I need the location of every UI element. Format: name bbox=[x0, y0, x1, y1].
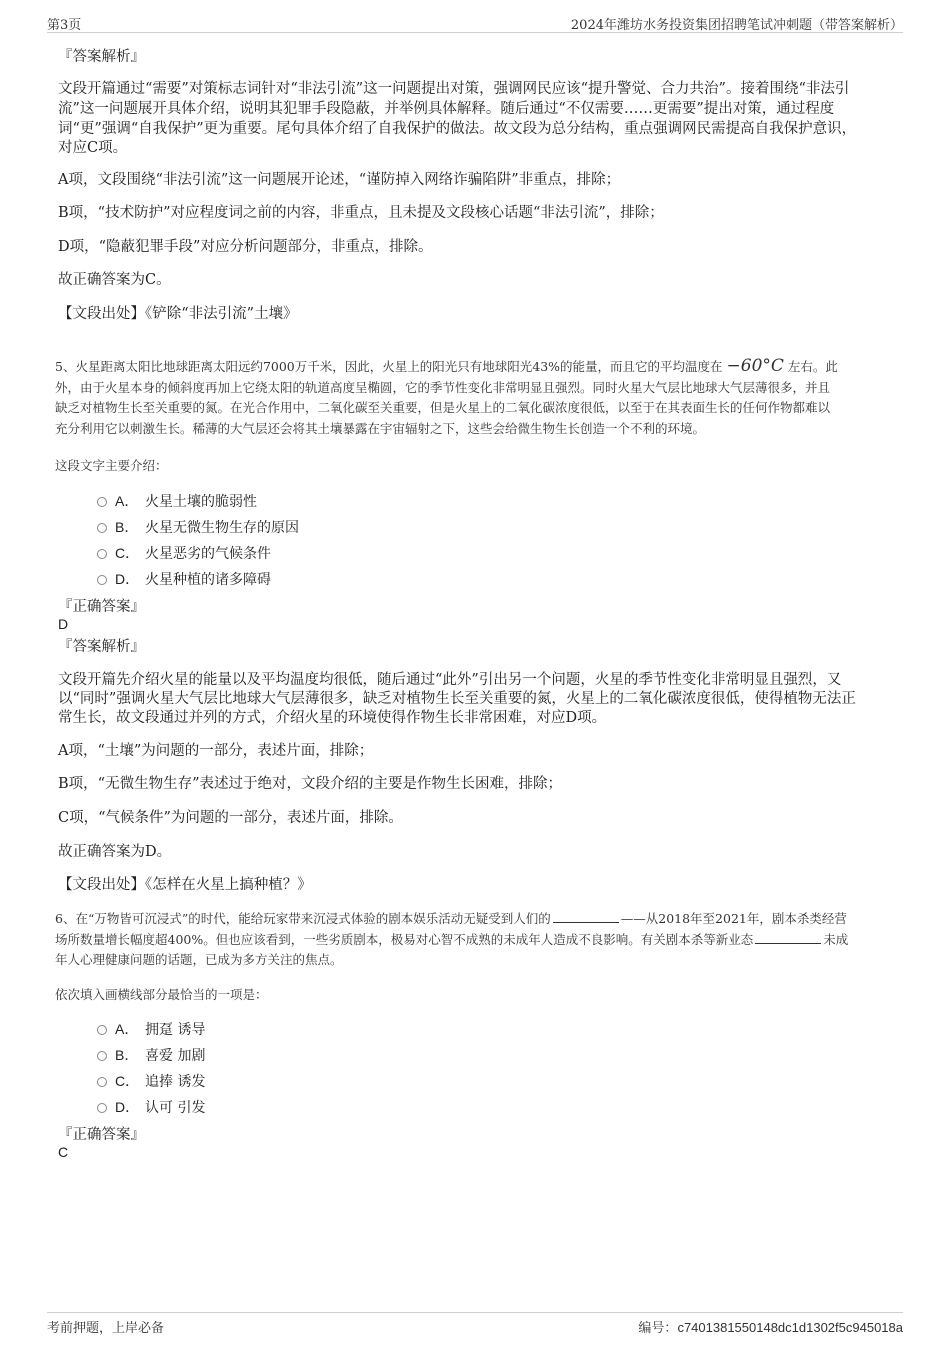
q5-stem-line-2: 外，由于火星本身的倾斜度再加上它绕太阳的轨道高度呈椭圆，它的季节性变化非常明显且强烈。同时火星大气层比地球大气层薄很多，并且 bbox=[55, 379, 831, 395]
fill-blank-2[interactable] bbox=[755, 932, 821, 944]
q4-analysis-label: 『答案解析』 bbox=[58, 49, 145, 65]
q6-stem-line-2-end: 未成 bbox=[823, 931, 849, 947]
q5-source: 【文段出处】《怎样在火星上搞种植？》 bbox=[58, 877, 312, 893]
q5-stem bbox=[55, 356, 905, 439]
q4-conclusion: 故正确答案为C。 bbox=[58, 272, 171, 288]
q4-analysis-line-2: 流”这一问题展开具体介绍，说明其犯罪手段隐蔽，并举例具体解释。随后通过“不仅需要……更需要”提出对策，通过程度 bbox=[58, 101, 835, 117]
q6-option-b[interactable]: B． 喜爱 加剧 bbox=[97, 1045, 205, 1065]
q4-analysis-line-4: 对应C项。 bbox=[58, 140, 128, 156]
q5-stem-line-4: 充分利用它以刺激生长。稀薄的大气层还会将其土壤暴露在宇宙辐射之下，这些会给微生物生长创造一个不利的环境。 bbox=[55, 420, 706, 436]
q6-answer: C bbox=[58, 1144, 69, 1160]
q6-prompt: 依次填入画横线部分最恰当的一项是： bbox=[55, 987, 268, 1002]
q4-explain-a: A项，文段围绕“非法引流”这一问题展开论述，“谨防掉入网络诈骗陷阱”非重点，排除； bbox=[58, 172, 621, 188]
footer-slogan: 考前押题，上岸必备 bbox=[47, 1321, 165, 1336]
page-number: 第3页 bbox=[47, 18, 82, 33]
fill-blank-1[interactable] bbox=[553, 911, 619, 923]
q5-option-d[interactable]: D． 火星种植的诸多障碍 bbox=[97, 569, 271, 589]
q5-option-a[interactable]: A． 火星土壤的脆弱性 bbox=[97, 491, 257, 511]
q5-prompt: 这段文字主要介绍： bbox=[55, 458, 168, 473]
q5-explain-a: A项，“土壤”为问题的一部分，表述片面，排除； bbox=[58, 743, 374, 759]
q6-stem-line-3: 年人心理健康问题的话题，已成为多方关注的焦点。 bbox=[55, 952, 343, 967]
q5-option-b[interactable]: B． 火星无微生物生存的原因 bbox=[97, 517, 299, 537]
radio-icon[interactable] bbox=[97, 549, 107, 559]
q4-analysis-line-1: 文段开篇通过“需要”对策标志词针对“非法引流”这一问题提出对策，强调网民应该“提升警觉、合力共治”。接着围绕“非法引 bbox=[58, 81, 850, 97]
q5-analysis-line-2: 以“同时”强调火星大气层比地球大气层薄很多，缺乏对植物生长至关重要的氮，火星上的二氧化碳浓度很低，使得植物无法正 bbox=[58, 691, 856, 707]
q5-conclusion: 故正确答案为D。 bbox=[58, 844, 172, 860]
q5-analysis-label: 『答案解析』 bbox=[58, 639, 145, 655]
q5-stem-line-1-end: 左右。此 bbox=[787, 359, 838, 374]
q6-stem bbox=[55, 909, 905, 971]
document-title: 2024年潍坊水务投资集团招聘笔试冲刺题（带答案解析） bbox=[570, 18, 903, 33]
q5-answer: D bbox=[58, 616, 69, 632]
q5-analysis-line-3: 常生长，故文段通过并列的方式，介绍火星的环境使得作物生长非常困难，对应D项。 bbox=[58, 710, 607, 726]
q4-source: 【文段出处】《铲除“非法引流”土壤》 bbox=[58, 306, 298, 322]
q5-option-c[interactable]: C． 火星恶劣的气候条件 bbox=[97, 543, 271, 563]
radio-icon[interactable] bbox=[97, 497, 107, 507]
q6-answer-label: 『正确答案』 bbox=[58, 1127, 145, 1143]
radio-icon[interactable] bbox=[97, 1077, 107, 1087]
q5-stem-line-3: 缺乏对植物生长至关重要的氮。在光合作用中，二氧化碳至关重要，但是火星上的二氧化碳浓度很低，以至于在其表面生长的任何作物都难以 bbox=[55, 400, 831, 415]
q4-explain-b: B项，“技术防护”对应程度词之前的内容，非重点，且未提及文段核心话题“非法引流”，排除； bbox=[58, 205, 664, 221]
q5-explain-b: B项，“无微生物生存”表述过于绝对，文段介绍的主要是作物生长困难，排除； bbox=[58, 776, 562, 792]
temperature-formula: −60°C bbox=[726, 356, 784, 376]
radio-icon[interactable] bbox=[97, 575, 107, 585]
radio-icon[interactable] bbox=[97, 1051, 107, 1061]
q5-answer-label: 『正确答案』 bbox=[58, 599, 145, 615]
radio-icon[interactable] bbox=[97, 1025, 107, 1035]
q6-stem-line-1-end: ——从2018年至2021年，剧本杀类经营 bbox=[620, 911, 847, 926]
q5-stem-line-1: 5、火星距离太阳比地球距离太阳远约7000万千米，因此，火星上的阳光只有地球阳光43%的能量，而且它的平均温度在 bbox=[55, 359, 723, 374]
q6-option-d[interactable]: D． 认可 引发 bbox=[97, 1097, 205, 1117]
page-header bbox=[47, 10, 903, 33]
q4-explain-d: D项，“隐蔽犯罪手段”对应分析问题部分，非重点，排除。 bbox=[58, 239, 433, 255]
document-code: 编号：c7401381550148dc1d1302f5c945018a bbox=[638, 1320, 903, 1336]
q4-analysis-line-3: 词“更”强调“自我保护”更为重要。尾句具体介绍了自我保护的做法。故文段为总分结构，重点强调网民需提高自我保护意识， bbox=[58, 121, 857, 137]
q6-option-c[interactable]: C． 追捧 诱发 bbox=[97, 1071, 205, 1091]
q6-stem-line-1: 6、在“万物皆可沉浸式”的时代，能给玩家带来沉浸式体验的剧本娱乐活动无疑受到人们的 bbox=[55, 911, 551, 926]
q6-stem-line-2: 场所数量增长幅度超400%。但也应该看到，一些劣质剧本，极易对心智不成熟的未成年人造成不良影响。有关剧本杀等新业态 bbox=[55, 931, 754, 947]
q5-analysis-line-1: 文段开篇先介绍火星的能量以及平均温度均很低，随后通过“此外”引出另一个问题，火星的季节性变化非常明显且强烈，又 bbox=[58, 672, 842, 688]
radio-icon[interactable] bbox=[97, 523, 107, 533]
q5-explain-c: C项，“气候条件”为问题的一部分，表述片面，排除。 bbox=[58, 810, 403, 826]
radio-icon[interactable] bbox=[97, 1103, 107, 1113]
page-footer bbox=[47, 1312, 903, 1337]
q6-option-a[interactable]: A． 拥趸 诱导 bbox=[97, 1019, 205, 1039]
